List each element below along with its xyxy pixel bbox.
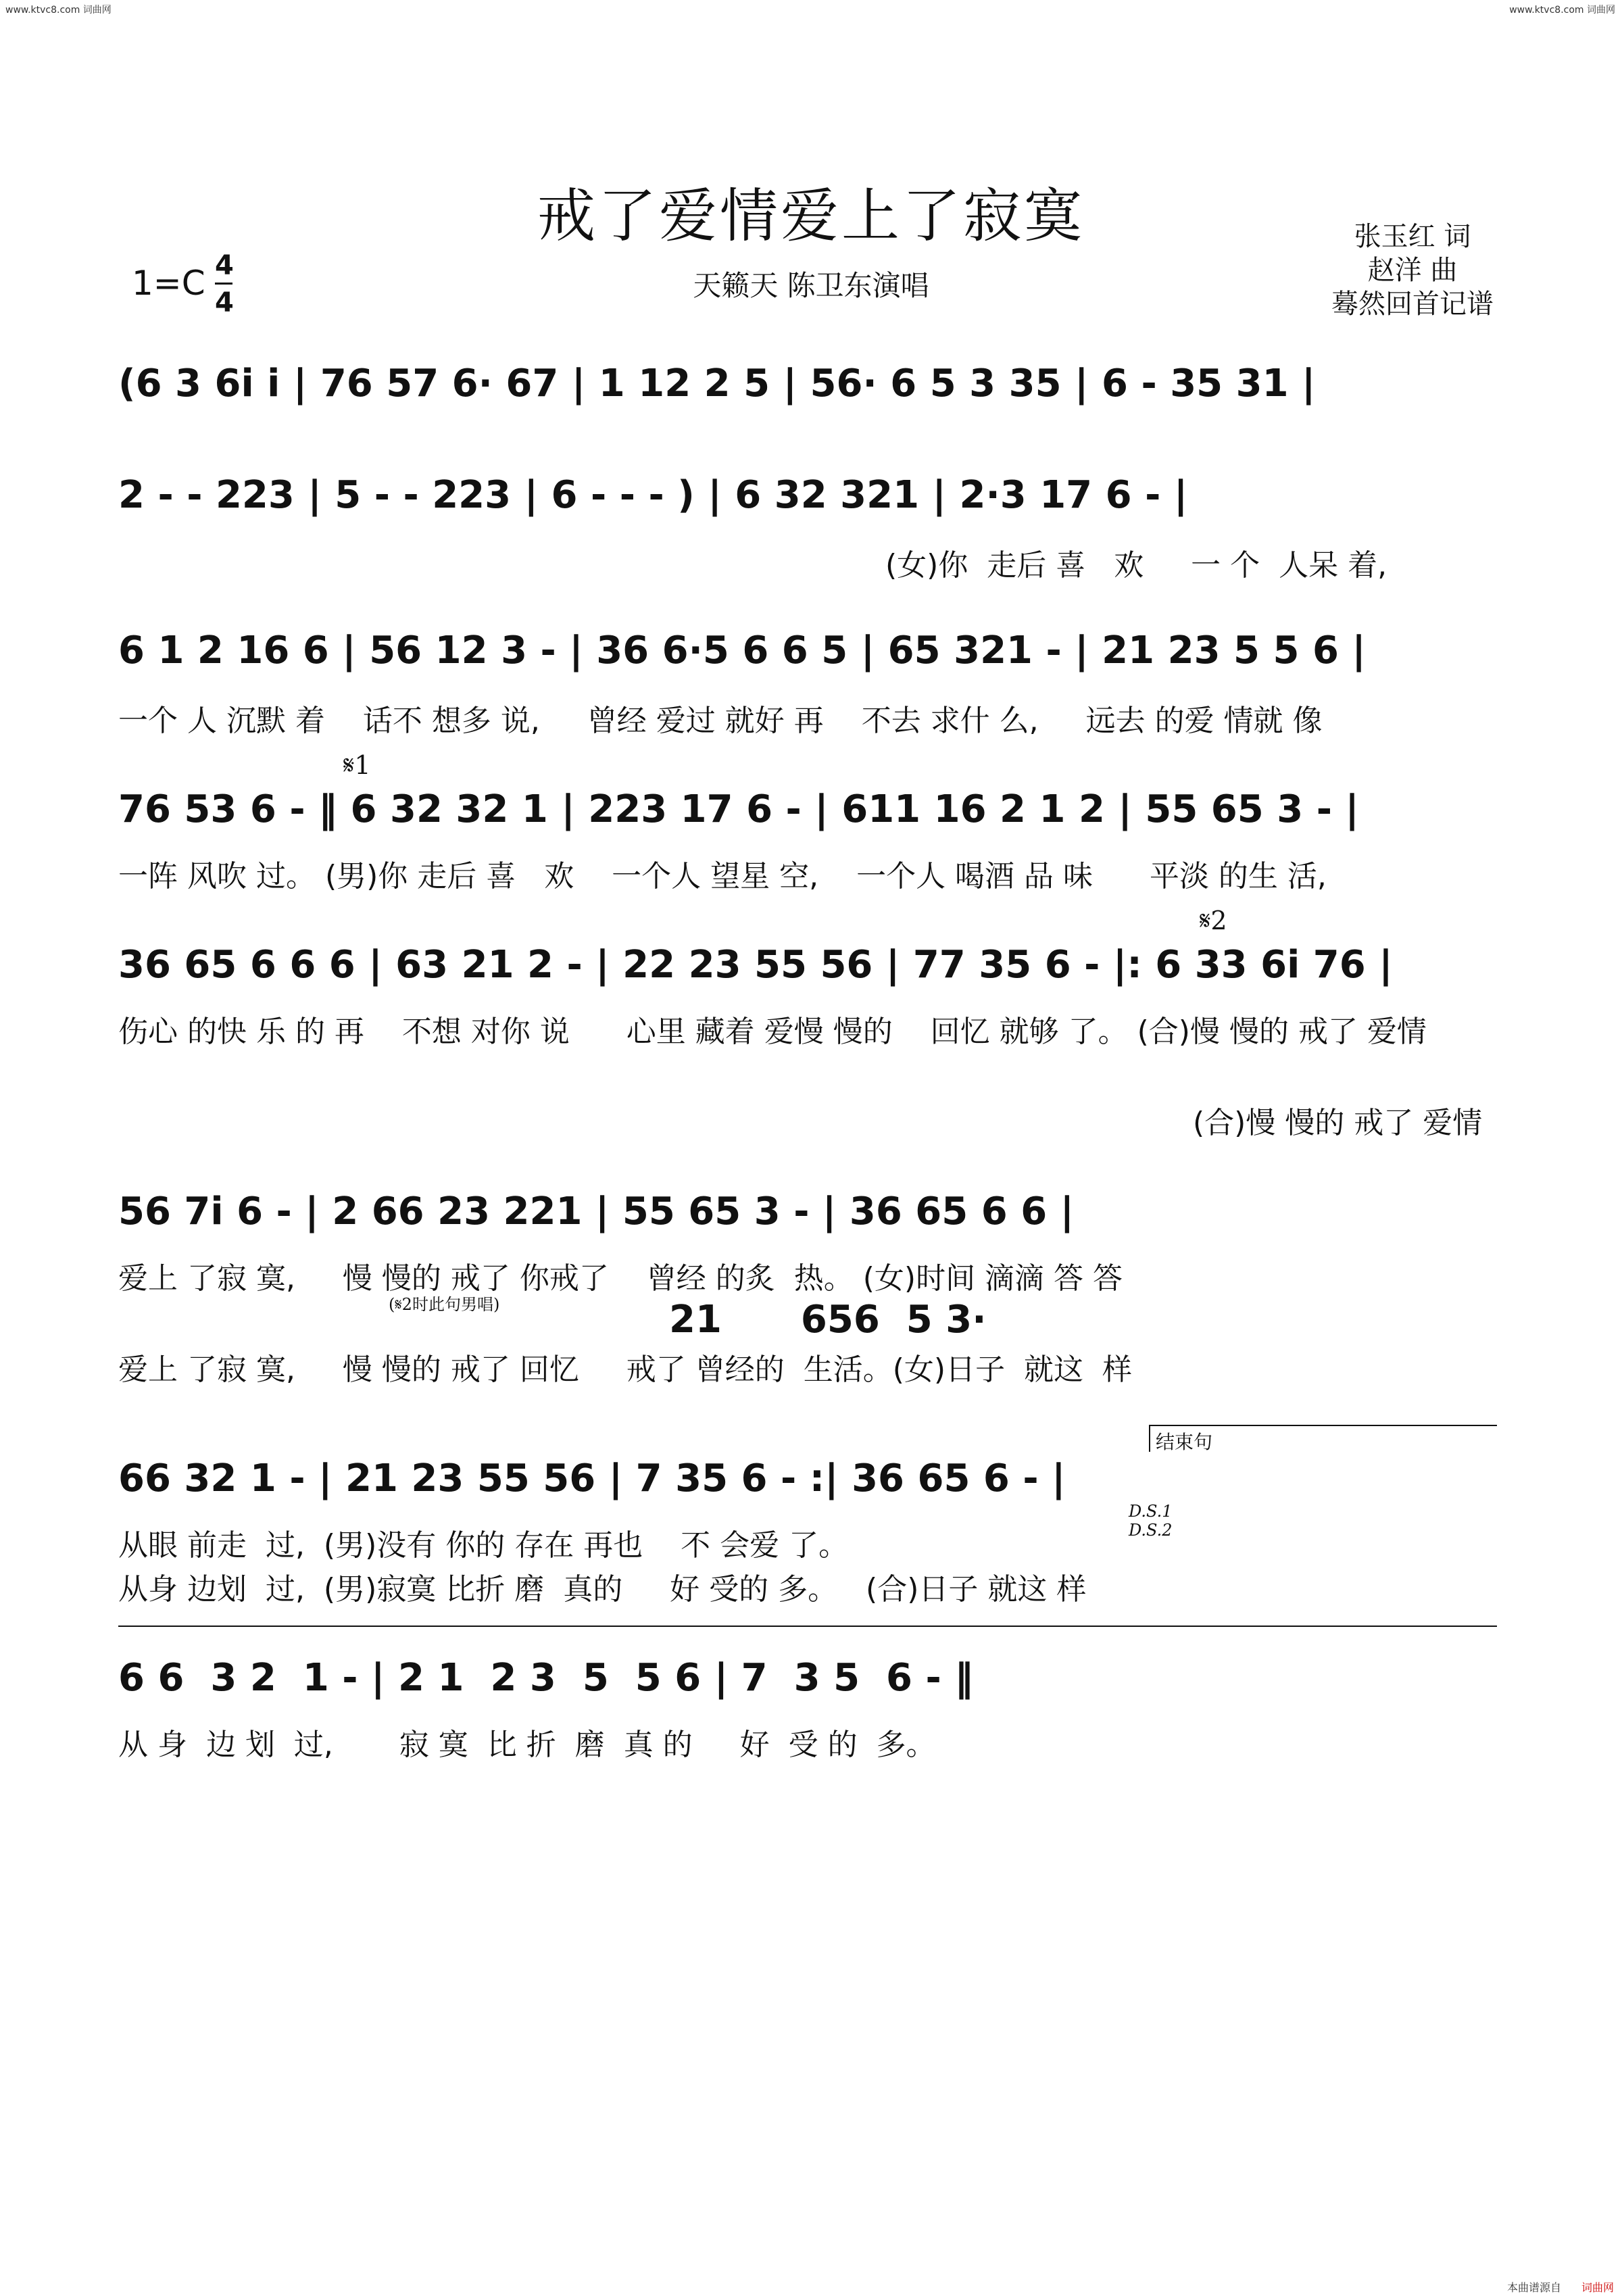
lyrics-line: 从眼 前走 过, (男)没有 你的 存在 再也 不 会爱 了。 [118,1528,849,1563]
segno-2-sign: 𝄋2 [1200,906,1227,935]
lyrics-line: (女)你 走后 喜 欢 一 个 人呆 着, [885,548,1387,583]
header-left-url: www.ktvc8.com 词曲网 [5,5,112,16]
score-row-2 [118,473,1510,517]
footer-source: 本曲谱源自 [1506,2281,1561,2294]
notation-line: 6 1 2 16 6 | 56 12 3 - | 36 6·5 6 6 5 | 65 321 - | 21 23 5 5 6 | [118,629,1366,673]
lyrics-line: 伤心 的快 乐 的 再 不想 对你 说 心里 藏着 爱慢 慢的 回忆 就够 了。 (合)慢 慢的 戒了 爱情 [118,1015,1427,1049]
score-row-5 [118,943,1510,987]
alt-notation-line: 21 656 5 3· [669,1298,987,1342]
system-top-rule [118,1626,1497,1627]
score-row-4 [118,787,1510,831]
time-sig-bottom: 4 [215,287,234,318]
notation-line: 36 65 6 6 6 | 63 21 2 - | 22 23 55 56 | 77 35 6 - |: 6 33 6i 76 | [118,943,1393,987]
notation-line: (6 3 6i i | 76 57 6· 67 | 1 12 2 5 | 56· 6 5 3 35 | 6 - 35 31 | [118,362,1316,406]
score-row-6 [118,1190,1510,1234]
performer-subtitle: 天籁天 陈卫东演唱 [693,269,929,302]
score-row-7 [118,1457,1510,1500]
lyrics-line: 一个 人 沉默 着 话不 想多 说, 曾经 爱过 就好 再 不去 求什 么, 远去 的爱 情就 像 [118,704,1323,738]
ds1-label: D.S.1 [1129,1502,1173,1521]
time-sig-bar [215,283,232,285]
lyrics-line-alt: (合)慢 慢的 戒了 爱情 [1193,1106,1483,1140]
lyrics-line-alt: 从身 边划 过, (男)寂寞 比折 磨 真的 好 受的 多。 (合)日子 就这 样 [118,1572,1087,1607]
time-sig-top: 4 [215,250,234,281]
key-signature: 1=C [132,264,205,303]
credit-transcriber: 蓦然回首记谱 [1331,289,1494,320]
ds2-label: D.S.2 [1129,1521,1173,1540]
lyrics-line: 一阵 风吹 过。 (男)你 走后 喜 欢 一个人 望星 空, 一个人 喝酒 品 味 平淡 的生 活, [118,859,1327,894]
score-row-3 [118,629,1510,673]
score-row-1 [118,362,1510,406]
notation-line: 2 - - 223 | 5 - - 223 | 6 - - - ) | 6 32 321 | 2·3 17 6 - | [118,473,1188,517]
lyrics-line-alt: 爱上 了寂 寞, 慢 慢的 戒了 回忆 戒了 曾经的 生活。(女)日子 就这 样 [118,1352,1133,1387]
ending-label: 结束句 [1156,1431,1213,1453]
lyrics-line: 爱上 了寂 寞, 慢 慢的 戒了 你戒了 曾经 的炙 热。 (女)时间 滴滴 答 答 [118,1261,1123,1296]
ending-bracket-left [1149,1425,1150,1452]
header-right-url: www.ktvc8.com 词曲网 [1509,5,1615,16]
score-row-8 [118,1656,1510,1700]
segno-note: (𝄋2时此句男唱) [389,1295,500,1314]
notation-line: 66 32 1 - | 21 23 55 56 | 7 35 6 - :| 36 65 6 - | [118,1457,1066,1500]
footer-site: 词曲网 [1581,2281,1614,2294]
credit-composer: 赵洋 曲 [1367,255,1458,286]
song-title: 戒了爱情爱上了寂寞 [537,182,1085,250]
segno-1-sign: 𝄋1 [343,750,371,780]
ending-bracket-top [1149,1425,1497,1426]
lyrics-line: 从 身 边 划 过, 寂 寞 比 折 磨 真 的 好 受 的 多。 [118,1728,936,1762]
notation-line: 6 6 3 2 1 - | 2 1 2 3 5 5 6 | 7 3 5 6 - ‖ [118,1656,974,1700]
credit-lyricist: 张玉红 词 [1354,221,1471,252]
notation-line: 76 53 6 - ‖ 6 32 32 1 | 223 17 6 - | 611 16 2 1 2 | 55 65 3 - | [118,787,1359,831]
notation-line: 56 7i 6 - | 2 66 23 221 | 55 65 3 - | 36 65 6 6 | [118,1190,1075,1234]
